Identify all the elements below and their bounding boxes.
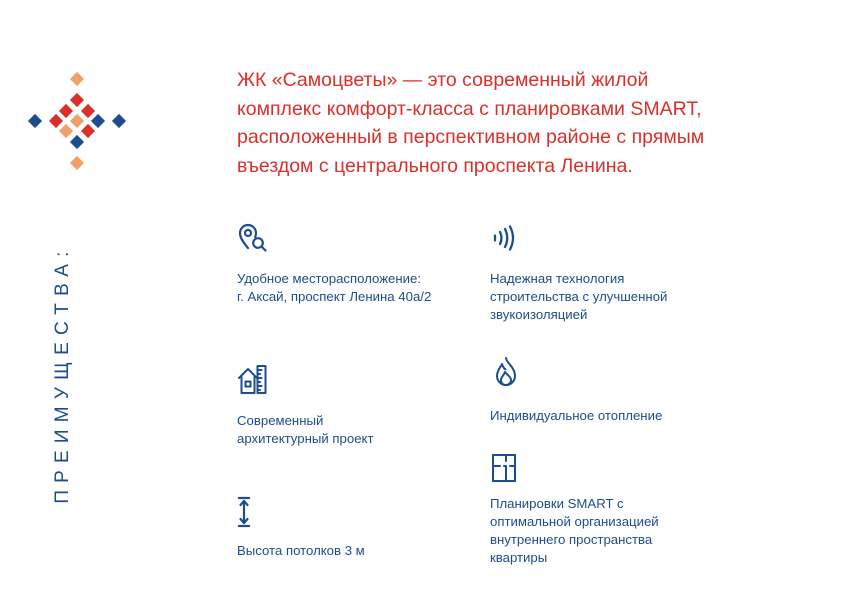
feature-ceiling-line: Высота потолков 3 м bbox=[237, 543, 365, 558]
feature-architecture bbox=[237, 364, 374, 448]
house-ruler-icon bbox=[237, 364, 269, 396]
logo-mosaic bbox=[26, 70, 128, 172]
logo-diamonds bbox=[28, 72, 126, 170]
feature-sound-line: Надежная технология bbox=[490, 271, 625, 286]
feature-location-line: Удобное месторасположение: bbox=[237, 271, 422, 286]
feature-architecture-line: Современный bbox=[237, 413, 324, 428]
feature-planning-line: Планировки SMART с bbox=[490, 496, 624, 511]
section-title-advantages: ПРЕИМУЩЕСТВА: bbox=[52, 244, 73, 504]
intro-line: ЖК «Самоцветы» — это современный жилой bbox=[237, 69, 649, 91]
feature-sound-line: звукоизоляцией bbox=[490, 307, 588, 322]
feature-location bbox=[237, 222, 431, 306]
intro-line: комплекс комфорт-класса с планировками SMART, bbox=[237, 97, 702, 120]
feature-smart-planning bbox=[490, 452, 659, 567]
soundwave-icon bbox=[490, 222, 522, 254]
intro-line: въездом с центрального проспекта Ленина. bbox=[237, 154, 633, 177]
feature-heating bbox=[490, 356, 662, 425]
feature-sound-insulation bbox=[490, 222, 667, 324]
feature-planning-line: квартиры bbox=[490, 550, 548, 565]
intro-text bbox=[237, 66, 837, 180]
feature-planning-line: оптимальной организацией bbox=[490, 514, 659, 529]
feature-heating-line: Индивидуальное отопление bbox=[490, 408, 663, 423]
feature-planning-line: внутреннего пространства bbox=[490, 532, 653, 547]
intro-line: расположенный в перспективном районе с прямым bbox=[237, 126, 705, 148]
location-search-icon bbox=[237, 222, 269, 254]
feature-architecture-line: архитектурный проект bbox=[237, 431, 374, 446]
feature-sound-line: строительства с улучшенной bbox=[490, 289, 668, 304]
feature-ceiling-height bbox=[237, 496, 365, 560]
feature-location-line: г. Аксай, проспект Ленина 40а/2 bbox=[237, 289, 432, 304]
flame-icon bbox=[490, 356, 522, 388]
height-arrow-icon bbox=[237, 496, 269, 528]
floorplan-icon bbox=[490, 452, 522, 484]
